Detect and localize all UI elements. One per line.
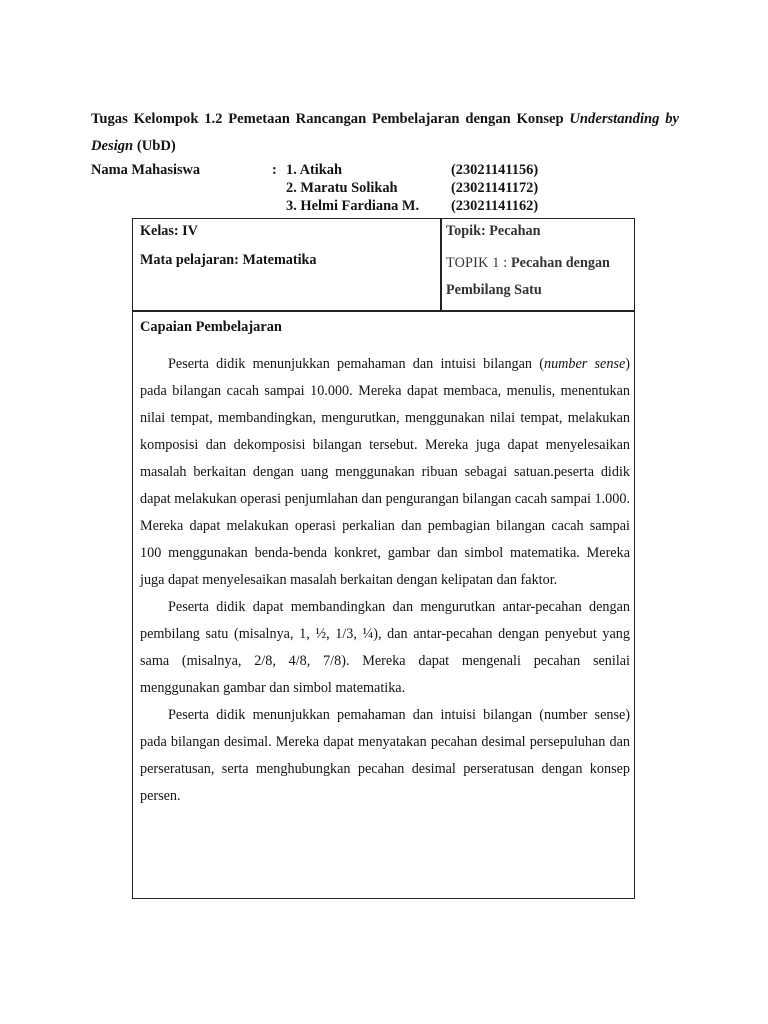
student-name: 1. Atikah [286,162,342,178]
names-label: Nama Mahasiswa [91,162,201,178]
p1-start: Peserta didik menunjukkan pemahaman dan intuisi bilangan ( [168,356,544,372]
learning-outcomes-title: Capaian Pembelajaran [140,319,282,335]
p1-italic: number sense [543,356,626,372]
topic1-label [446,250,629,304]
row-divider [133,310,634,312]
heading-suffix: (UbD) [136,138,176,154]
outcome-paragraph [140,351,630,594]
student-name: 3. Helmi Fardiana M. [286,198,420,214]
student-row [91,161,651,179]
topic-label: Topik: Pecahan [446,223,541,239]
outcome-paragraph: Peserta didik dapat membandingkan dan mengurutkan antar-pecahan dengan pembilang satu (misalnya, 1, ½, 1/3, ¼), dan antar-pecahan dengan penyebut yang sama (misalnya, 2/8, 4/8, 7/8). Mereka dapat mengenali pecahan senilai menggunakan gambar dan simbol matematika. [140,599,630,696]
names-colon: : [272,162,277,178]
ubd-table [132,218,635,899]
subject-label: Mata pelajaran: Matematika [140,252,317,268]
heading-prefix: Tugas Kelompok 1.2 Pemetaan Rancangan Pembelajaran dengan Konsep [91,111,564,127]
student-nim: (23021141156) [451,162,539,178]
p1-end: ) pada bilangan cacah sampai 10.000. Mereka dapat membaca, menulis, menentukan nilai tempat, membandingkan, mengurutkan, menggunakan nilai tempat, melakukan komposisi dan dekomposisi bilangan tersebut. Mereka juga dapat menyelesaikan masalah berkaitan dengan uang menggunakan ribuan sebagai satuan.peserta didik dapat melakukan operasi penjumlahan dan pengurangan bilangan cacah sampai 1.000. Mereka dapat melakukan operasi perkalian dan pembagian bilangan cacah sampai 100 menggunakan benda-benda konkret, gambar dan simbol matematika. Mereka juga dapat menyelesaikan masalah berkaitan dengan kelipatan dan faktor. [140,356,630,588]
learning-outcomes-body [140,351,630,810]
student-row [91,179,651,197]
topic1-key: TOPIK 1 : [446,255,508,271]
student-nim: (23021141172) [451,180,539,196]
heading-italic: Understanding by Design [91,111,679,154]
document-heading [91,106,679,160]
outcome-paragraph: Peserta didik menunjukkan pemahaman dan intuisi bilangan (number sense) pada bilangan desimal. Mereka dapat menyatakan pecahan desimal persepuluhan dan perseratusan, serta menghubungkan pecahan desimal perseratusan dengan konsep persen. [140,707,630,804]
student-name: 2. Maratu Solikah [286,180,398,196]
topic1-text: Pecahan dengan Pembilang Satu [446,255,610,298]
column-divider [440,219,442,311]
student-row [91,197,651,215]
student-nim: (23021141162) [451,198,539,214]
class-label: Kelas: IV [140,223,198,239]
